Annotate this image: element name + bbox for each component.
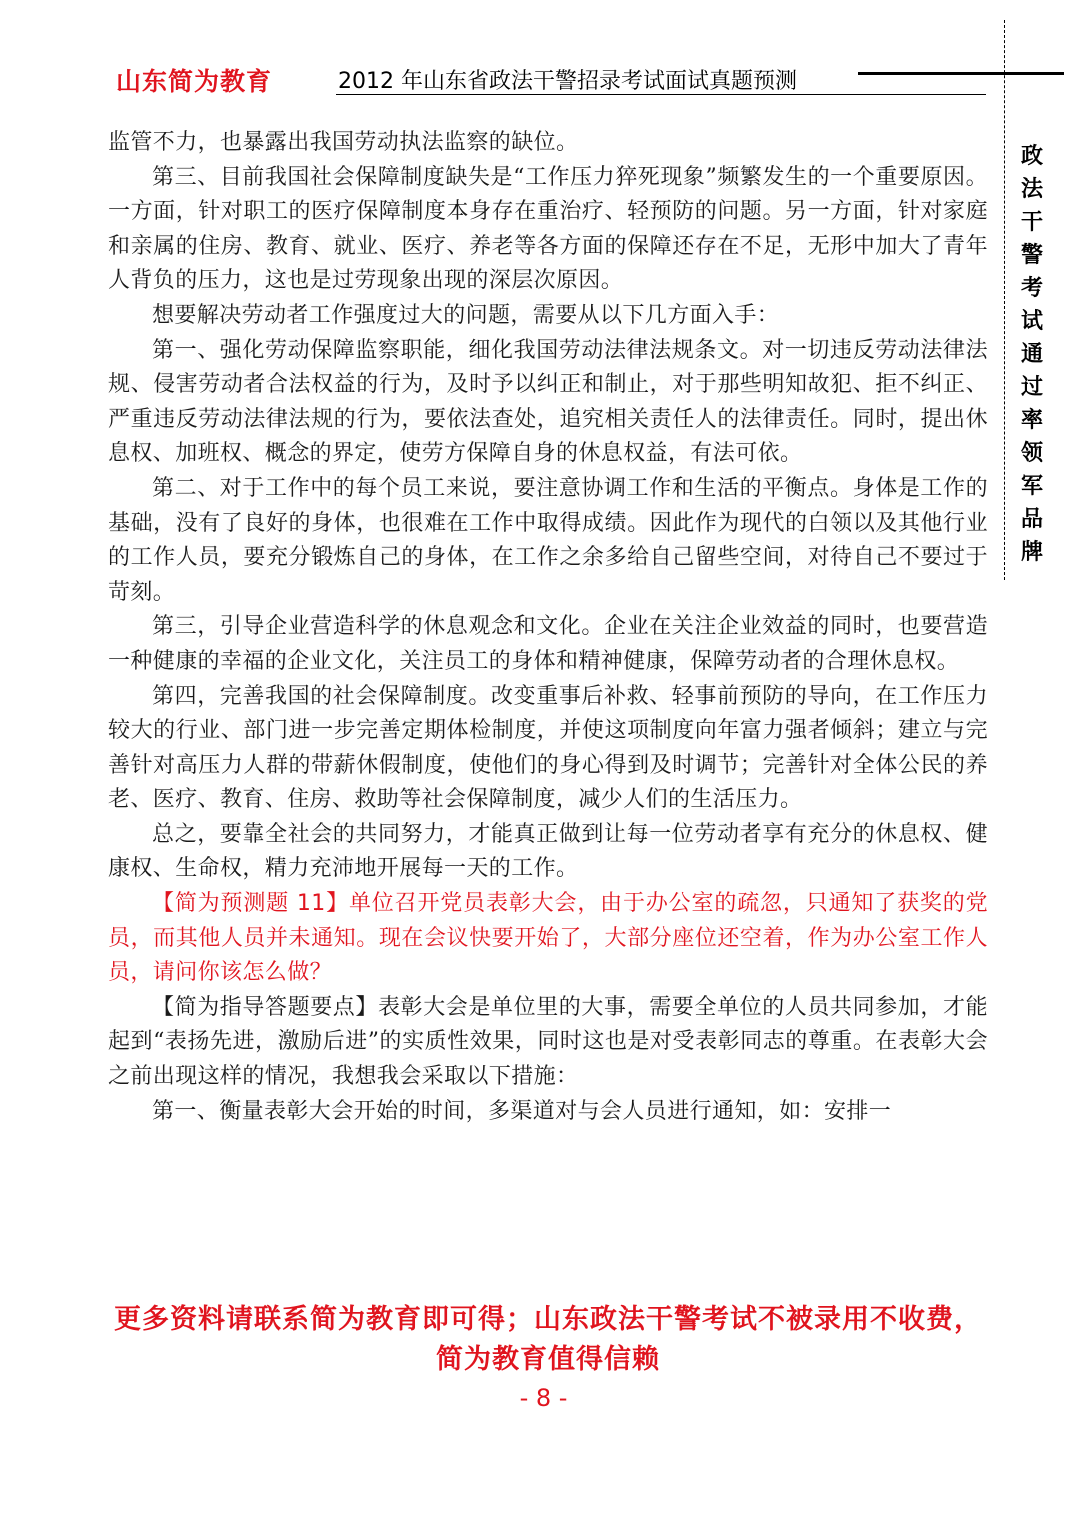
guidance-text: 表彰大会是单位里的大事，需要全单位的人员共同参加，才能起到“表扬先进，激励后进”的实质性效果，同时这也是对受表彰同志的尊重。在表彰大会之前出现这样的情况，我想我会采取以下措施： xyxy=(108,994,988,1090)
side-banner-vertical: 政法干警考试通过率领军品牌 xyxy=(1020,143,1043,565)
paragraph: 总之，要靠全社会的共同努力，才能真正做到让每一位劳动者享有充分的休息权、健康权、生命权，精力充沛地开展每一天的工作。 xyxy=(108,821,988,882)
footer-promo xyxy=(100,1300,996,1380)
paragraph: 第一、强化劳动保障监察职能，细化我国劳动法律法规条文。对一切违反劳动法律法规、侵害劳动者合法权益的行为，及时予以纠正和制止，对于那些明知故犯、拒不纠正、严重违反劳动法律法规的行为，要依法查处，追究相关责任人的法律责任。同时，提出休息权、加班权、概念的界定，使劳方保障自身的休息权益，有法可依。 xyxy=(108,337,988,467)
question-paragraph xyxy=(108,887,988,991)
paragraph: 第三，引导企业营造科学的休息观念和文化。企业在关注企业效益的同时，也要营造一种健康的幸福的企业文化，关注员工的身体和精神健康，保障劳动者的合理休息权。 xyxy=(108,614,988,674)
paragraph: 第三、目前我国社会保障制度缺失是“工作压力猝死现象”频繁发生的一个重要原因。一方面，针对职工的医疗保障制度本身存在重治疗、轻预防的问题。另一方面，针对家庭和亲属的住房、教育、就业、医疗、养老等各方面的保障还存在不足，无形中加大了青年人背负的压力，这也是过劳现象出现的深层次原因。 xyxy=(108,164,988,294)
guidance-label: 【简为指导答题要点】 xyxy=(152,994,378,1020)
page-number: - 8 - xyxy=(519,1384,568,1412)
paragraph: 第四，完善我国的社会保障制度。改变重事后补救、轻事前预防的导向，在工作压力较大的行业、部门进一步完善定期体检制度，并使这项制度向年富力强者倾斜；建立与完善针对高压力人群的带薪休假制度，使他们的身心得到及时调节；完善针对全体公民的养老、医疗、教育、住房、救助等社会保障制度，减少人们的生活压力。 xyxy=(108,683,988,813)
paragraph: 监管不力，也暴露出我国劳动执法监察的缺位。 xyxy=(108,130,579,155)
paragraph: 想要解决劳动者工作强度过大的问题，需要从以下几方面入手： xyxy=(152,302,780,328)
question-label: 【简为预测题 11】 xyxy=(152,891,349,917)
question-text: 单位召开党员表彰大会，由于办公室的疏忽，只通知了获奖的党员，而其他人员并未通知。现在会议快要开始了，大部分座位还空着，作为办公室工作人员，请问你该怎么做？ xyxy=(108,891,988,986)
guidance-paragraph xyxy=(108,991,988,1095)
brand-logo-text: 山东简为教育 xyxy=(116,67,273,96)
footer-promo-line1: 更多资料请联系简为教育即可得；山东政法干警考试不被录用不收费， xyxy=(114,1304,982,1335)
paragraph: 第一、衡量表彰大会开始的时间，多渠道对与会人员进行通知，如：安排一 xyxy=(152,1098,892,1124)
header-rule xyxy=(336,94,986,95)
document-body xyxy=(108,126,988,1129)
paragraph: 第二、对于工作中的每个员工来说，要注意协调工作和生活的平衡点。身体是工作的基础，没有了良好的身体，也很难在工作中取得成绩。因此作为现代的白领以及其他行业的工作人员，要充分锻炼自己的身体，在工作之余多给自己留些空间，对待自己不要过于苛刻。 xyxy=(108,475,988,605)
page-header-title: 2012 年山东省政法干警招录考试面试真题预测 xyxy=(338,69,797,94)
margin-dashed-divider xyxy=(1004,20,1005,580)
footer-promo-line2: 简为教育值得信赖 xyxy=(436,1344,660,1375)
header-rule-thick xyxy=(858,72,1064,75)
